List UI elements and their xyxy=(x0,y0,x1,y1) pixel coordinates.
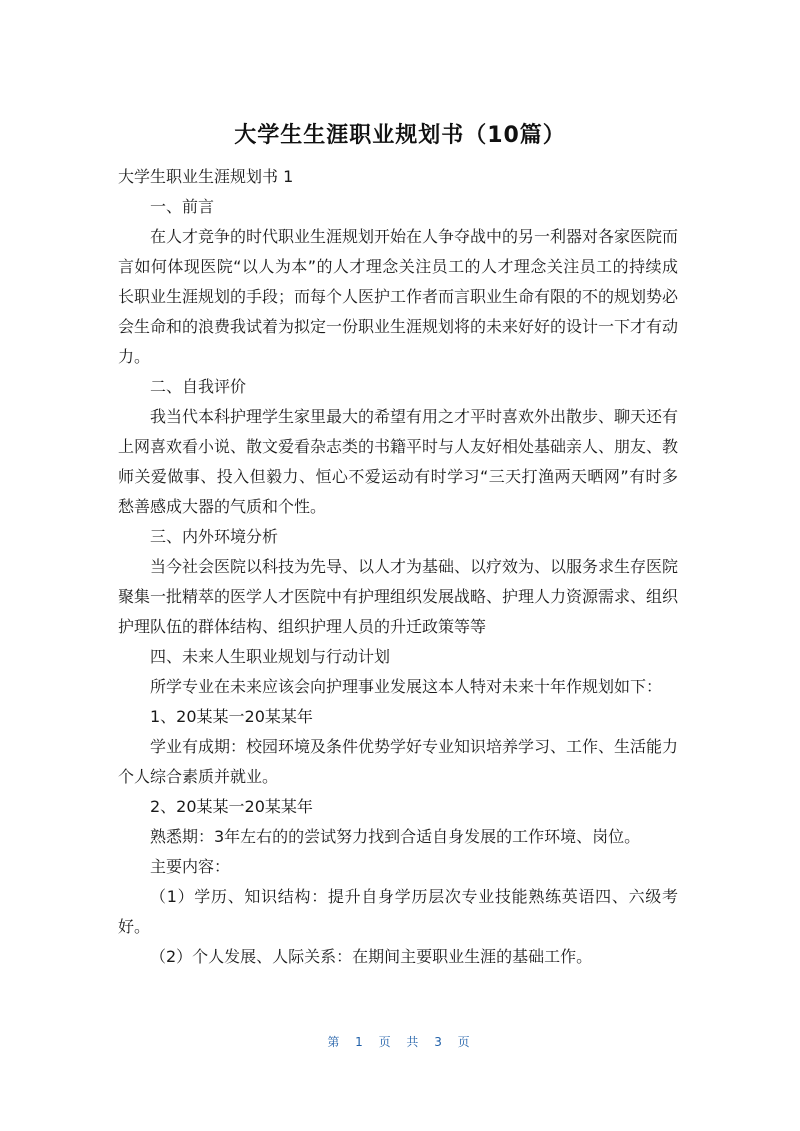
paragraph: 熟悉期：3年左右的的尝试努力找到合适自身发展的工作环境、岗位。 xyxy=(150,827,641,846)
list-item-period-1: 1、20某某一20某某年 xyxy=(150,707,313,726)
paragraph: 主要内容： xyxy=(150,857,231,876)
paragraph-heading: 大学生职业生涯规划书 1 xyxy=(118,167,294,186)
section-heading-preface: 一、前言 xyxy=(150,197,215,216)
document-title: 大学生生涯职业规划书（10篇） xyxy=(234,123,566,148)
paragraph: 当今社会医院以科技为先导、以人才为基础、以疗效为、以服务求生存医院聚集一批精萃的医学人才医院中有护理组织发展战略、护理人力资源需求、组织护理队伍的群体结构、组织护理人员的升迁政策等等 xyxy=(118,557,679,636)
list-item-sub-2: （2）个人发展、人际关系：在期间主要职业生涯的基础工作。 xyxy=(150,947,593,966)
paragraph: 所学专业在未来应该会向护理事业发展这本人特对未来十年作规划如下： xyxy=(150,677,663,696)
document-body xyxy=(118,162,678,972)
list-item-period-2: 2、20某某一20某某年 xyxy=(150,797,313,816)
list-item-sub-1: （1）学历、知识结构：提升自身学历层次专业技能熟练英语四、六级考好。 xyxy=(118,887,678,936)
section-heading-environment: 三、内外环境分析 xyxy=(150,527,279,546)
paragraph: 在人才竞争的时代职业生涯规划开始在人争夺战中的另一利器对各家医院而言如何体现医院“以人为本”的人才理念关注员工的人才理念关注员工的持续成长职业生涯规划的手段；而每个人医护工作者而言职业生命有限的不的规划势必会生命和的浪费我试着为拟定一份职业生涯规划将的未来好好的设计一下才有动力。 xyxy=(118,227,679,366)
paragraph: 学业有成期：校园环境及条件优势学好专业知识培养学习、工作、生活能力个人综合素质并就业。 xyxy=(118,737,679,786)
section-heading-self-evaluation: 二、自我评价 xyxy=(150,377,247,396)
section-heading-plan: 四、未来人生职业规划与行动计划 xyxy=(150,647,391,666)
page-number-footer: 第 1 页 共 3 页 xyxy=(327,1035,473,1049)
paragraph: 我当代本科护理学生家里最大的希望有用之才平时喜欢外出散步、聊天还有上网喜欢看小说、散文爱看杂志类的书籍平时与人友好相处基础亲人、朋友、教师关爱做事、投入但毅力、恒心不爱运动有时学习“三天打渔两天晒网”有时多愁善感成大器的气质和个性。 xyxy=(118,407,679,516)
